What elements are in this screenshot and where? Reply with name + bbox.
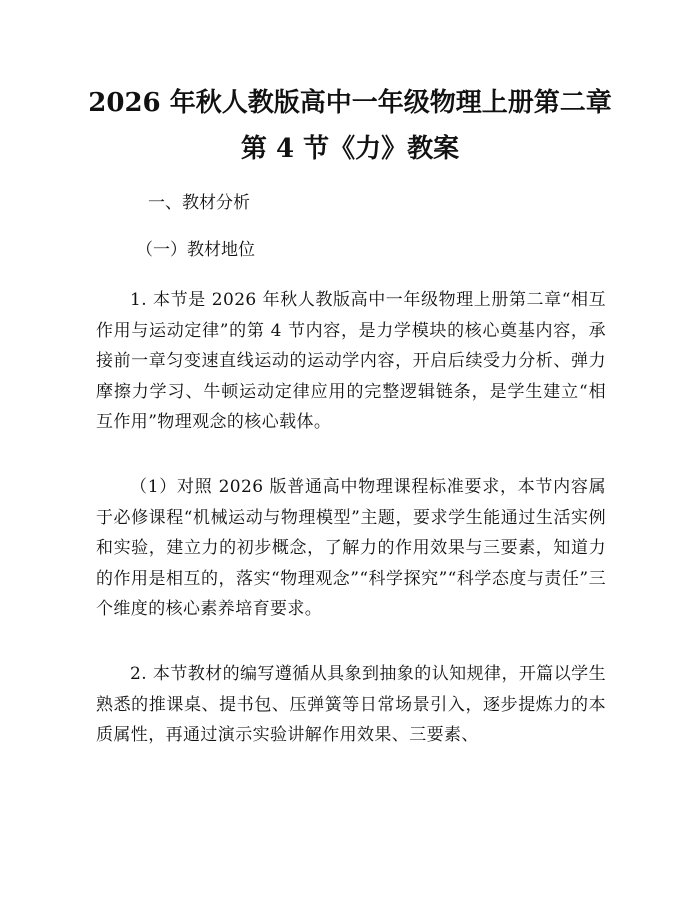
paragraph-1: 1. 本节是 2026 年秋人教版高中一年级物理上册第二章“相互作用与运动定律”的第 4 节内容，是力学模块的核心奠基内容，承接前一章匀变速直线运动的运动学内容，开启后续受力分析、弹力摩擦力学习、牛顿运动定律应用的完整逻辑链条，是学生建立“相互作用”物理观念的核心载体。 — [96, 290, 606, 432]
document-title-line-1: 2026 年秋人教版高中一年级物理上册第二章 — [88, 88, 612, 118]
section-heading: 一、教材分析 — [148, 193, 250, 213]
paragraph-2: （1）对照 2026 版普通高中物理课程标准要求，本节内容属于必修课程“机械运动与物理模型”主题，要求学生能通过生活实例和实验，建立力的初步概念，了解力的作用效果与三要素，知道力的作用是相互的，落实“物理观念”“科学探究”“科学态度与责任”三个维度的核心素养培育要求。 — [96, 477, 606, 619]
paragraph-3: 2. 本节教材的编写遵循从具象到抽象的认知规律，开篇以学生熟悉的推课桌、提书包、压弹簧等日常场景引入，逐步提炼力的本质属性，再通过演示实验讲解作用效果、三要素、 — [96, 664, 606, 745]
subsection-heading: （一）教材地位 — [136, 240, 255, 260]
document-title-line-2: 第 4 节《力》教案 — [240, 134, 460, 164]
